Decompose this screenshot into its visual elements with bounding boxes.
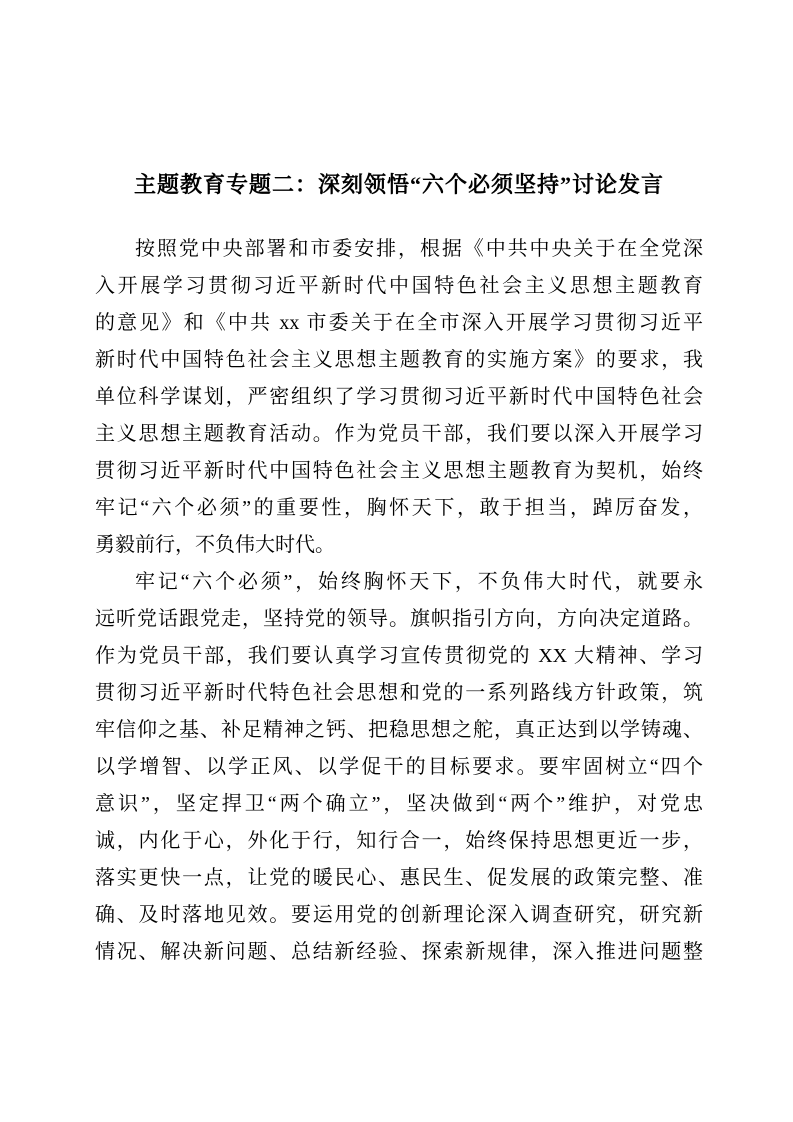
text-line: 落实更快一点，让党的暖民心、惠民生、促发展的政策完整、准 xyxy=(95,867,703,889)
text-line: 远听党话跟党走，坚持党的领导。旗帜指引方向，方向决定道路。 xyxy=(95,608,703,630)
text-line: 入开展学习贯彻习近平新时代中国特色社会主义思想主题教育 xyxy=(95,275,703,297)
text-line: 贯彻习近平新时代特色社会思想和党的一系列路线方针政策，筑 xyxy=(95,682,703,704)
text-line: 牢记“六个必须”，始终胸怀天下，不负伟大时代，就要永 xyxy=(135,571,703,593)
document-title: 主题教育专题二：深刻领悟“六个必须坚持”讨论发言 xyxy=(133,172,664,197)
text-line: 勇毅前行，不负伟大时代。 xyxy=(95,534,335,556)
document-body xyxy=(95,231,703,971)
text-line: 意识”，坚定捍卫“两个确立”，坚决做到“两个”维护，对党忠 xyxy=(95,793,703,815)
text-line: 按照党中央部署和市委安排，根据《中共中央关于在全党深 xyxy=(135,238,703,260)
text-line: 的意见》和《中共 xx 市委关于在全市深入开展学习贯彻习近平 xyxy=(95,312,703,334)
text-line: 贯彻习近平新时代中国特色社会主义思想主题教育为契机，始终 xyxy=(95,460,703,482)
text-line: 新时代中国特色社会主义思想主题教育的实施方案》的要求，我 xyxy=(95,349,703,371)
text-line: 作为党员干部，我们要认真学习宣传贯彻党的 XX 大精神、学习 xyxy=(95,645,703,667)
text-line: 诚，内化于心，外化于行，知行合一，始终保持思想更近一步， xyxy=(95,830,703,852)
text-line: 单位科学谋划，严密组织了学习贯彻习近平新时代中国特色社会 xyxy=(95,386,703,408)
text-line: 确、及时落地见效。要运用党的创新理论深入调查研究，研究新 xyxy=(95,904,703,926)
text-line: 主义思想主题教育活动。作为党员干部，我们要以深入开展学习 xyxy=(95,423,703,445)
text-line: 牢信仰之基、补足精神之钙、把稳思想之舵，真正达到以学铸魂、 xyxy=(95,719,703,741)
text-line: 牢记“六个必须”的重要性，胸怀天下，敢于担当，踔厉奋发， xyxy=(95,497,703,519)
text-line: 以学增智、以学正风、以学促干的目标要求。要牢固树立“四个 xyxy=(95,756,703,778)
text-line: 情况、解决新问题、总结新经验、探索新规律，深入推进问题整 xyxy=(95,941,703,963)
